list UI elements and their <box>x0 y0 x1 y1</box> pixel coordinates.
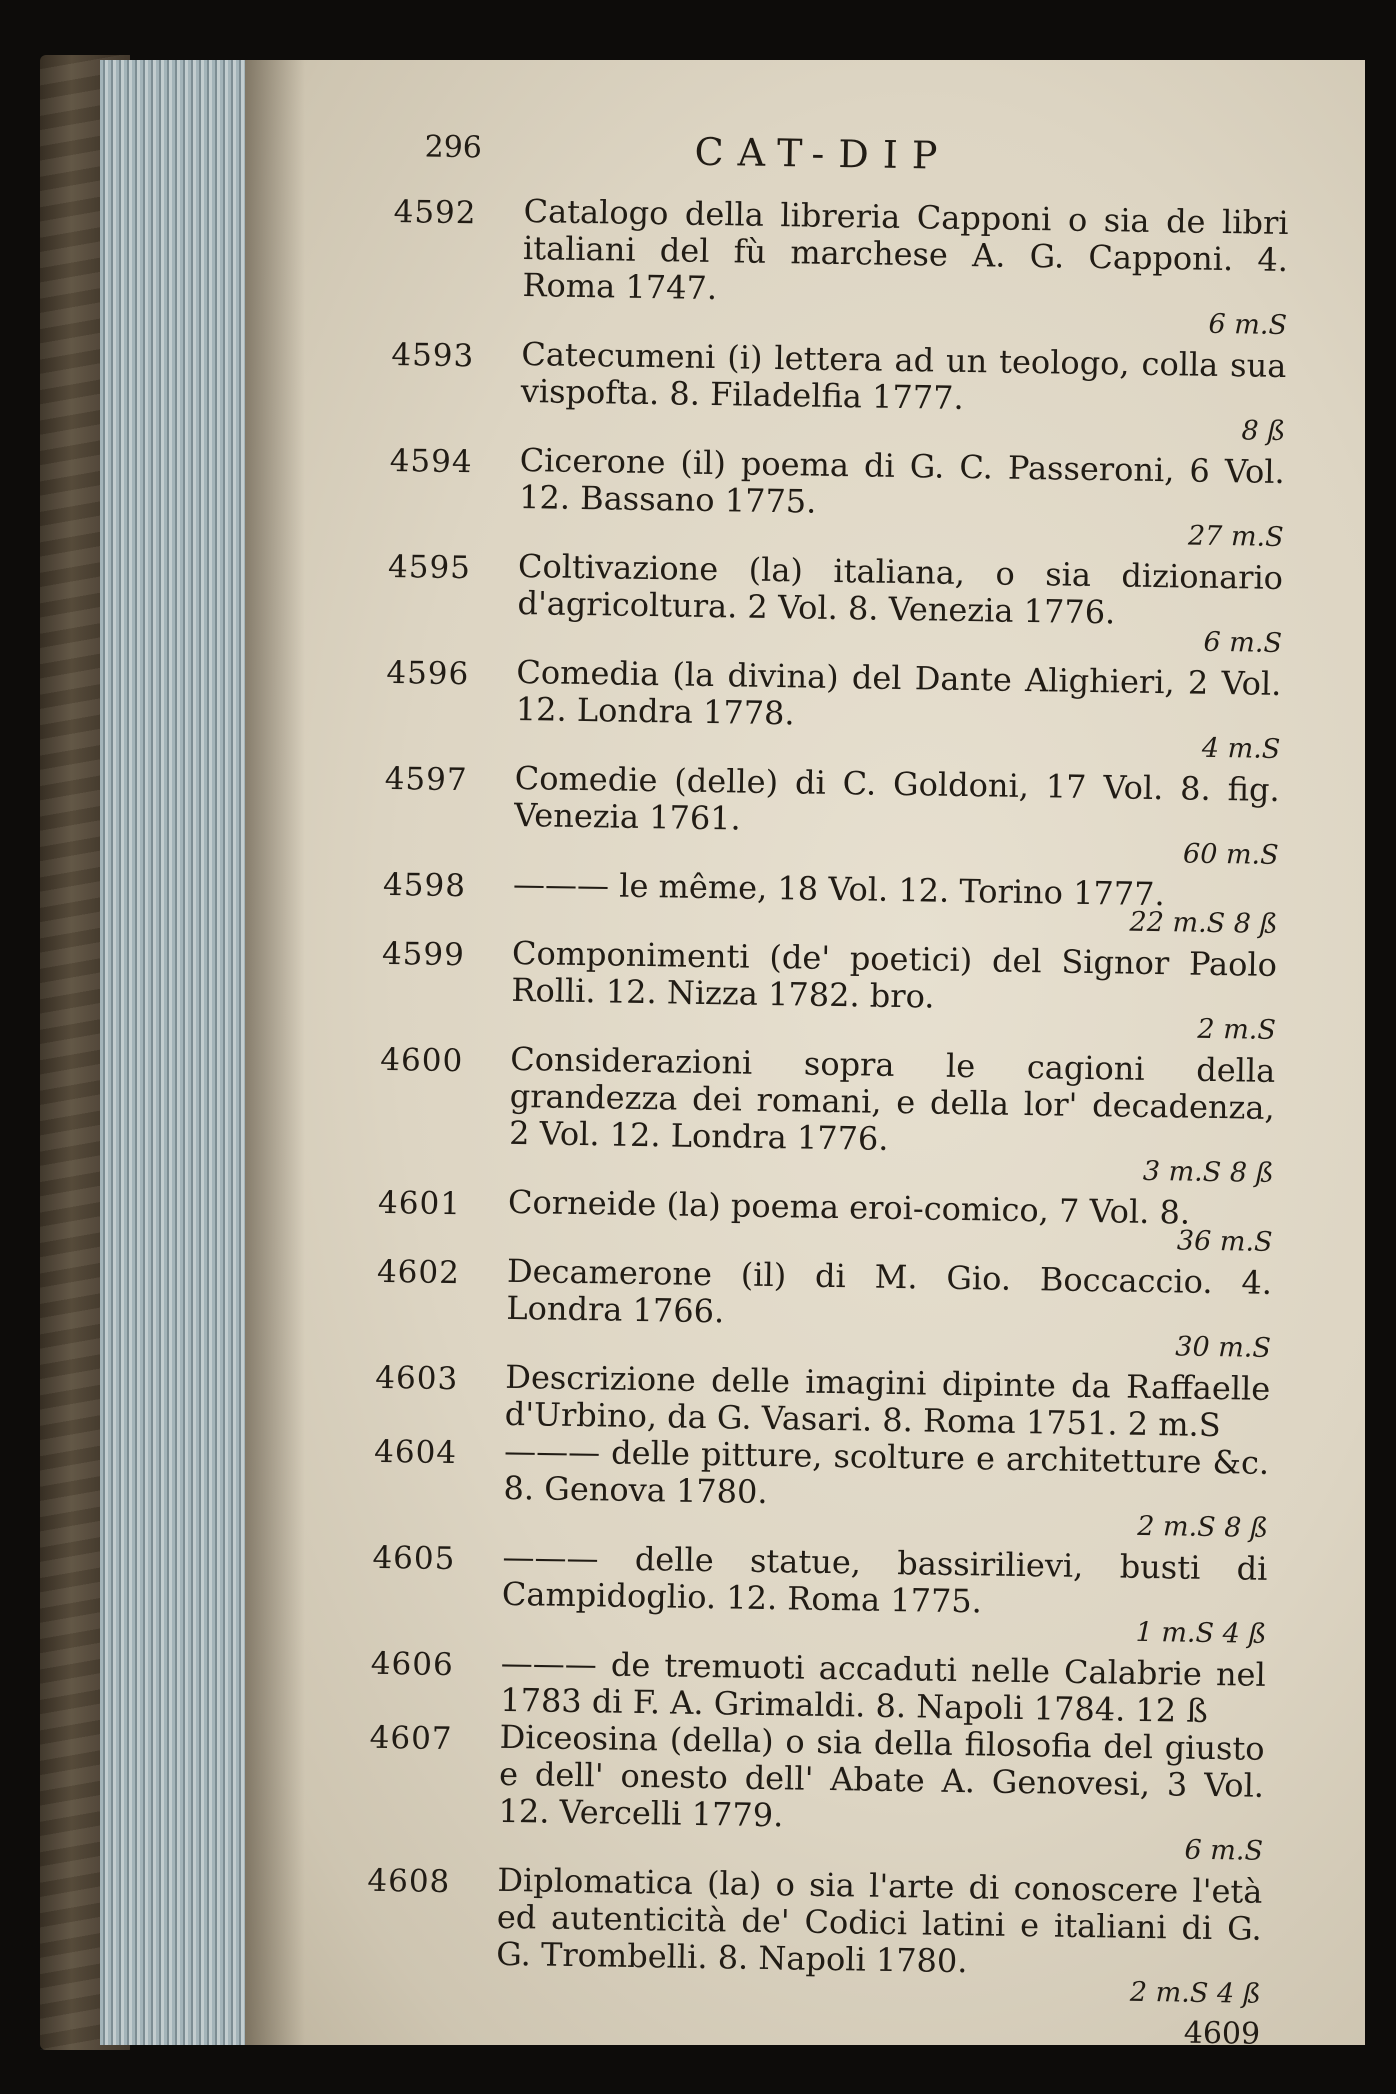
entry-description: ——— le même, 18 Vol. 12. Torino 1777. <box>512 864 1166 914</box>
catalog-entry <box>371 1537 1267 1651</box>
entry-description: Componimenti (de' poetici) del Signor Paolo Rolli. 12. Nizza 1782. bro. <box>511 933 1278 1016</box>
entry-number: 4592 <box>393 193 477 232</box>
entry-description: Comedie (delle) di C. Goldoni, 17 Vol. 8. fig. Venezia 1761. <box>513 758 1280 838</box>
entry-number: 4607 <box>369 1719 453 1758</box>
catalog-entry <box>388 440 1284 554</box>
entry-number: 4594 <box>389 442 473 481</box>
running-title: CAT-DIP <box>694 129 952 178</box>
entry-price: 1 m.S 4 ß <box>1135 1616 1267 1650</box>
catalog-entry <box>383 758 1279 872</box>
entry-description: ——— de tremuoti accaduti nelle Calabrie nel 1783 di F. A. Grimaldi. 8. Napoli 1784. 12 ß <box>499 1643 1267 1730</box>
catalog-content <box>365 125 1290 2052</box>
entry-number: 4597 <box>384 760 468 799</box>
entry-number: 4604 <box>373 1433 458 1472</box>
entry-description: Catecumeni (i) lettera ad un teologo, colla sua vispofta. 8. Filadelfia 1777. <box>520 335 1287 417</box>
entry-number: 4599 <box>381 935 466 974</box>
entry-number: 4606 <box>370 1645 455 1684</box>
catalog-entry-list <box>366 191 1289 2011</box>
page-number: 296 <box>424 129 483 166</box>
catchword: 4609 <box>1183 2015 1261 2052</box>
catalog-entry <box>376 1251 1272 1365</box>
catalog-entry <box>377 1182 1273 1259</box>
catalog-entry <box>373 1431 1269 1545</box>
entry-price: 60 m.S <box>1182 838 1279 871</box>
page-edges <box>100 60 250 2045</box>
entry-description: Coltivazione (la) italiana, o sia dizionario d'agricoltura. 2 Vol. 8. Venezia 1776. <box>517 546 1284 632</box>
entry-description: Diplomatica (la) o sia l'arte di conoscere l'età ed autenticità de' Codici latini e italiani di G. G. Trombelli. 8. Napoli 1780. <box>495 1860 1263 1981</box>
entry-description: Catalogo della libreria Capponi o sia de libri italiani del fù marchese A. G. Capponi. 4. Roma 1747. <box>522 192 1289 308</box>
entry-price: 22 m.S 8 ß <box>1129 906 1278 940</box>
entry-description: Diceosina (della) o sia della filosofia del giusto e dell' onesto dell' Abate A. Genovesi, 3 Vol. 12. Vercelli 1779. <box>498 1717 1265 1835</box>
entry-number: 4605 <box>372 1539 456 1578</box>
entry-description: Considerazioni sopra le cagioni della grandezza dei romani, e della lor' decadenza, 2 Vol. 12. Londra 1776. <box>508 1039 1276 1158</box>
entry-number: 4603 <box>375 1359 459 1398</box>
catalog-entry <box>381 933 1277 1047</box>
entry-description: Comedia (la divina) del Dante Alighieri, 2 Vol. 12. Londra 1778. <box>515 652 1282 733</box>
entry-number: 4595 <box>387 548 472 587</box>
entry-price: 6 m.S <box>1203 626 1283 659</box>
catalog-entry <box>385 652 1281 766</box>
entry-number: 4593 <box>391 336 475 375</box>
entry-description: Corneide (la) poema eroi-comico, 7 Vol. 8. <box>507 1182 1191 1232</box>
entry-number: 4601 <box>377 1184 462 1223</box>
entry-price: 6 m.S <box>1208 308 1288 342</box>
entry-price: 30 m.S <box>1175 1331 1272 1364</box>
entry-price: 2 m.S <box>1197 1013 1277 1046</box>
catalog-entry <box>382 864 1278 941</box>
catalog-entry <box>366 1860 1263 2011</box>
entry-price: 36 m.S <box>1176 1225 1273 1258</box>
entry-price: 3 m.S 8 ß <box>1142 1155 1274 1189</box>
entry-price: 27 m.S <box>1187 520 1284 554</box>
entry-description: Decamerone (il) di M. Gio. Boccaccio. 4. Londra 1766. <box>506 1251 1273 1331</box>
catalog-entry <box>392 191 1289 342</box>
catalog-entry <box>387 546 1283 660</box>
entry-number: 4598 <box>382 866 467 905</box>
catalog-entry <box>378 1039 1275 1190</box>
entry-price: 4 m.S <box>1201 732 1281 765</box>
entry-price: 6 m.S <box>1184 1834 1264 1867</box>
entry-price: 2 m.S 8 ß <box>1137 1510 1269 1544</box>
page-gutter-shadow <box>245 60 305 2045</box>
entry-description: ——— delle statue, bassirilievi, busti di Campidoglio. 12. Roma 1775. <box>501 1537 1268 1621</box>
entry-description: Cicerone (il) poema di G. C. Passeroni, 6 Vol. 12. Bassano 1775. <box>518 441 1285 521</box>
catalog-entry <box>390 334 1286 448</box>
entry-price: 8 ß <box>1241 415 1286 448</box>
entry-number: 4608 <box>367 1862 451 1901</box>
entry-number: 4596 <box>386 654 470 693</box>
entry-number: 4600 <box>380 1041 464 1080</box>
entry-description: Descrizione delle imagini dipinte da Raffaelle d'Urbino, da G. Vasari. 8. Roma 1751. 2 m.S <box>504 1357 1271 1445</box>
entry-description: ——— delle pitture, scolture e architetture &c. 8. Genova 1780. <box>503 1431 1270 1512</box>
entry-number: 4602 <box>376 1253 461 1292</box>
catalog-entry <box>368 1717 1265 1868</box>
entry-price: 2 m.S 4 ß <box>1129 1976 1261 2010</box>
